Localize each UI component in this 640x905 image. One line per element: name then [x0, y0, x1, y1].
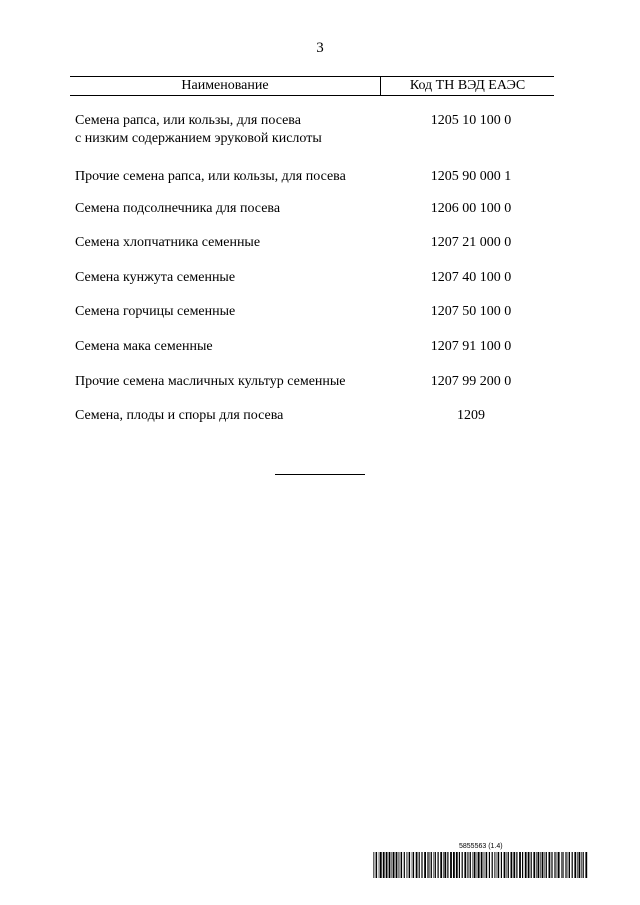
- row-code: 1207 50 100 0: [430, 304, 512, 319]
- row-name: Семена мака семенные: [75, 339, 213, 354]
- header-code: Код ТН ВЭД ЕАЭС: [409, 78, 526, 93]
- row-code: 1207 91 100 0: [430, 339, 512, 354]
- end-line: [275, 474, 365, 475]
- row-name: Семена горчицы семенные: [75, 304, 236, 319]
- table-header: [70, 76, 554, 96]
- row-code: 1206 00 100 0: [430, 201, 512, 216]
- row-code: 1207 21 000 0: [430, 235, 512, 250]
- table-row: [75, 112, 555, 148]
- row-code: 1207 40 100 0: [430, 270, 512, 285]
- doc-id: 5855563 (1.4): [459, 843, 503, 850]
- row-code: 1205 90 000 1: [430, 169, 512, 184]
- row-code: 1209: [457, 408, 485, 423]
- table-row: [75, 168, 555, 186]
- row-name: Семена хлопчатника семенные: [75, 235, 261, 250]
- row-name: Прочие семена масличных культур семенные: [75, 374, 346, 389]
- header-name: Наименование: [181, 78, 269, 93]
- row-code: 1207 99 200 0: [430, 374, 512, 389]
- table-row: [75, 200, 555, 218]
- page-number: 3: [316, 40, 324, 56]
- row-name: Прочие семена рапса, или кользы, для посева: [75, 169, 346, 184]
- barcode: [373, 852, 589, 878]
- row-name: Семена, плоды и споры для посева: [75, 408, 284, 423]
- table-row: [75, 269, 555, 287]
- row-code: 1205 10 100 0: [430, 113, 512, 128]
- row-name: Семена подсолнечника для посева: [75, 201, 281, 216]
- table-row: [75, 407, 555, 425]
- table-row: [75, 234, 555, 252]
- row-name: Семена рапса, или кользы, для посева с низким содержанием эруковой кислоты: [75, 113, 322, 146]
- table-row: [75, 338, 555, 356]
- table-row: [75, 303, 555, 321]
- row-name: Семена кунжута семенные: [75, 270, 236, 285]
- table-row: [75, 373, 555, 391]
